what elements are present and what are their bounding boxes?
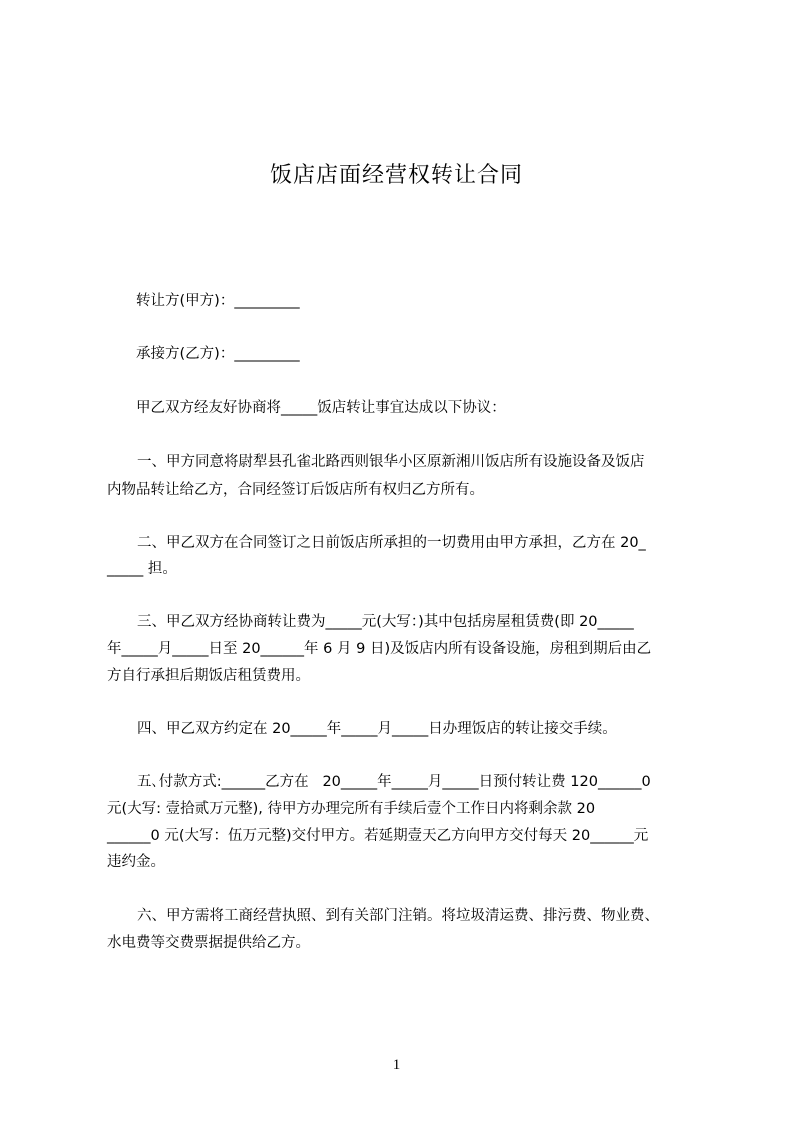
clause-1-line-1: 一、甲方同意将尉犁县孔雀北路西则银华小区原新湘川饭店所有设施设备及饭店 [137,454,645,470]
clause-5-line-1: 五､付款方式:______乙方在 20_____年_____月_____日预付转让费 120______0 [137,774,651,790]
clause-6-line-2: 水电费等交费票据提供给乙方。 [107,935,310,951]
clause-4-line-1: 四、甲乙双方约定在 20_____年_____月_____日办理饭店的转让接交手续。 [137,721,617,737]
document-title: 饭店店面经营权转让合同 [269,162,523,188]
clause-5-line-3: ______0 元(大写：伍万元整)交付甲方。若延期壹天乙方向甲方交付每天 20______元 [107,828,649,844]
clause-3-line-1: 三、甲乙双方经协商转让费为_____元(大写：)其中包括房屋租赁费(即 20_____ [137,614,634,630]
clause-3-line-2: 年_____月_____日至 20______年 6 月 9 日)及饭店内所有设备设施，房租到期后由乙 [107,641,652,657]
clause-2-line-1: 二、甲乙双方在合同签订之日前饭店所承担的一切费用由甲方承担，乙方在 20_ [137,535,646,551]
clause-5-line-4: 违约金。 [107,854,165,870]
party-b-line: 承接方(乙方)：_________ [136,346,300,362]
clause-1-line-2: 内物品转让给乙方，合同经签订后饭店所有权归乙方所有。 [107,482,484,498]
clause-6-line-1: 六、甲方需将工商经营执照、到有关部门注销。将垃圾清运费、排污费、物业费、 [137,908,659,924]
agreement-intro: 甲乙双方经友好协商将_____饭店转让事宜达成以下协议： [136,400,506,416]
page-number: 1 [392,1057,401,1073]
clause-5-line-2: 元(大写: 壹拾贰万元整), 待甲方办理完所有手续后壹个工作日内将剩余款 20 [107,801,596,817]
clause-3-line-3: 方自行承担后期饭店租赁费用。 [107,668,310,684]
party-a-line: 转让方(甲方)：_________ [136,293,300,309]
clause-2-line-2: _____ 担。 [107,561,177,577]
